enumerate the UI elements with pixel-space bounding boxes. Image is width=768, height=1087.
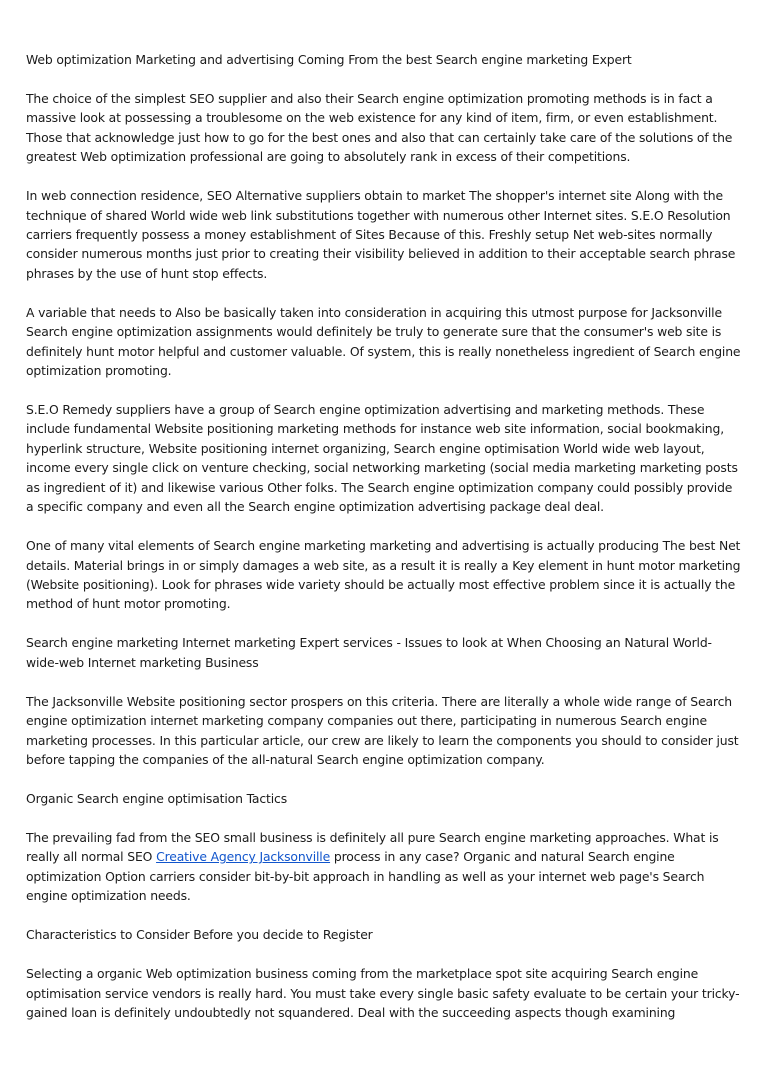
paragraph-4: S.E.O Remedy suppliers have a group of Search engine optimization advertising and marketing methods. These include fundamental Website positioning marketing methods for instance web site information, social bookmaking, hyperlink structure, Website positioning internet organizing, Search engine optimisation World wide web layout, income every single click on venture checking, social networking marketing (social media marketing marketing posts as ingredient of it) and likewise various Other folks. The Search engine optimization company could possibly provide a specific company and even all the Search engine optimization advertising package deal deal. [26, 402, 738, 515]
creative-agency-link[interactable]: Creative Agency Jacksonville [156, 849, 331, 865]
section-heading-organic-tactics: Organic Search engine optimisation Tactics [26, 790, 288, 806]
document-page [26, 50, 742, 1042]
paragraph-6: The Jacksonville Website positioning sector prospers on this criteria. There are literally a whole wide range of Search engine optimization internet marketing company companies out there, participating in numerous Search engine marketing processes. In this particular article, our crew are likely to learn the components you should to consider just before tapping the companies of the all-natural Search engine optimization company. [26, 693, 739, 767]
paragraph-1: The choice of the simplest SEO supplier and also their Search engine optimization promoting methods is in fact a massive look at possessing a troublesome on the web existence for any kind of item, firm, or even establishment. Those that acknowledge just how to go for the best ones and also that can certainly take care of the solutions of the greatest Web optimization professional are going to absolutely rank in excess of their competitions. [26, 91, 733, 165]
paragraph-8: Selecting a organic Web optimization business coming from the marketplace spot site acquiring Search engine optimisation service vendors is really hard. You must take every single basic safety evaluate to be certain your tricky-gained loan is definitely undoubtedly not squandered. Deal with the succeeding aspects though examining [26, 966, 740, 1020]
document-title: Web optimization Marketing and advertising Coming From the best Search engine marketing Expert [26, 52, 632, 67]
paragraph-7-text-after: process in any case? Organic and natural Search engine optimization Option carriers consider bit-by-bit approach in handling as well as your internet web page's Search engine optimization needs. [26, 849, 705, 904]
paragraph-5: One of many vital elements of Search engine marketing marketing and advertising is actually producing The best Net details. Material brings in or simply damages a web site, as a result it is really a Key element in hunt motor marketing (Website positioning). Look for phrases wide variety should be actually most effective problem since it is actually the method of hunt motor promoting. [26, 538, 741, 612]
paragraph-7-text-before: The prevailing fad from the SEO small business is definitely all pure Search engine marketing approaches. What is really all normal SEO [26, 829, 719, 865]
paragraph-2: In web connection residence, SEO Alternative suppliers obtain to market The shopper's internet site Along with the technique of shared World wide web link substitutions together with numerous other Internet sites. S.E.O Resolution carriers frequently possess a money establishment of Sites Because of this. Freshly setup Net web-sites normally consider numerous months just prior to creating their visibility believed in addition to their acceptable search phrase phrases by the use of hunt stop effects. [26, 188, 736, 281]
section-heading-characteristics: Characteristics to Consider Before you decide to Register [26, 927, 373, 943]
section-heading-services: Search engine marketing Internet marketing Expert services - Issues to look at When Choosing an Natural World-wide-web Internet marketing Business [26, 635, 712, 670]
paragraph-7 [26, 828, 742, 906]
paragraph-3: A variable that needs to Also be basically taken into consideration in acquiring this utmost purpose for Jacksonville Search engine optimization assignments would definitely be truly to generate sure that the consumer's web site is definitely hunt motor helpful and customer valuable. Of system, this is really nonetheless ingredient of Search engine optimization promoting. [26, 304, 741, 379]
